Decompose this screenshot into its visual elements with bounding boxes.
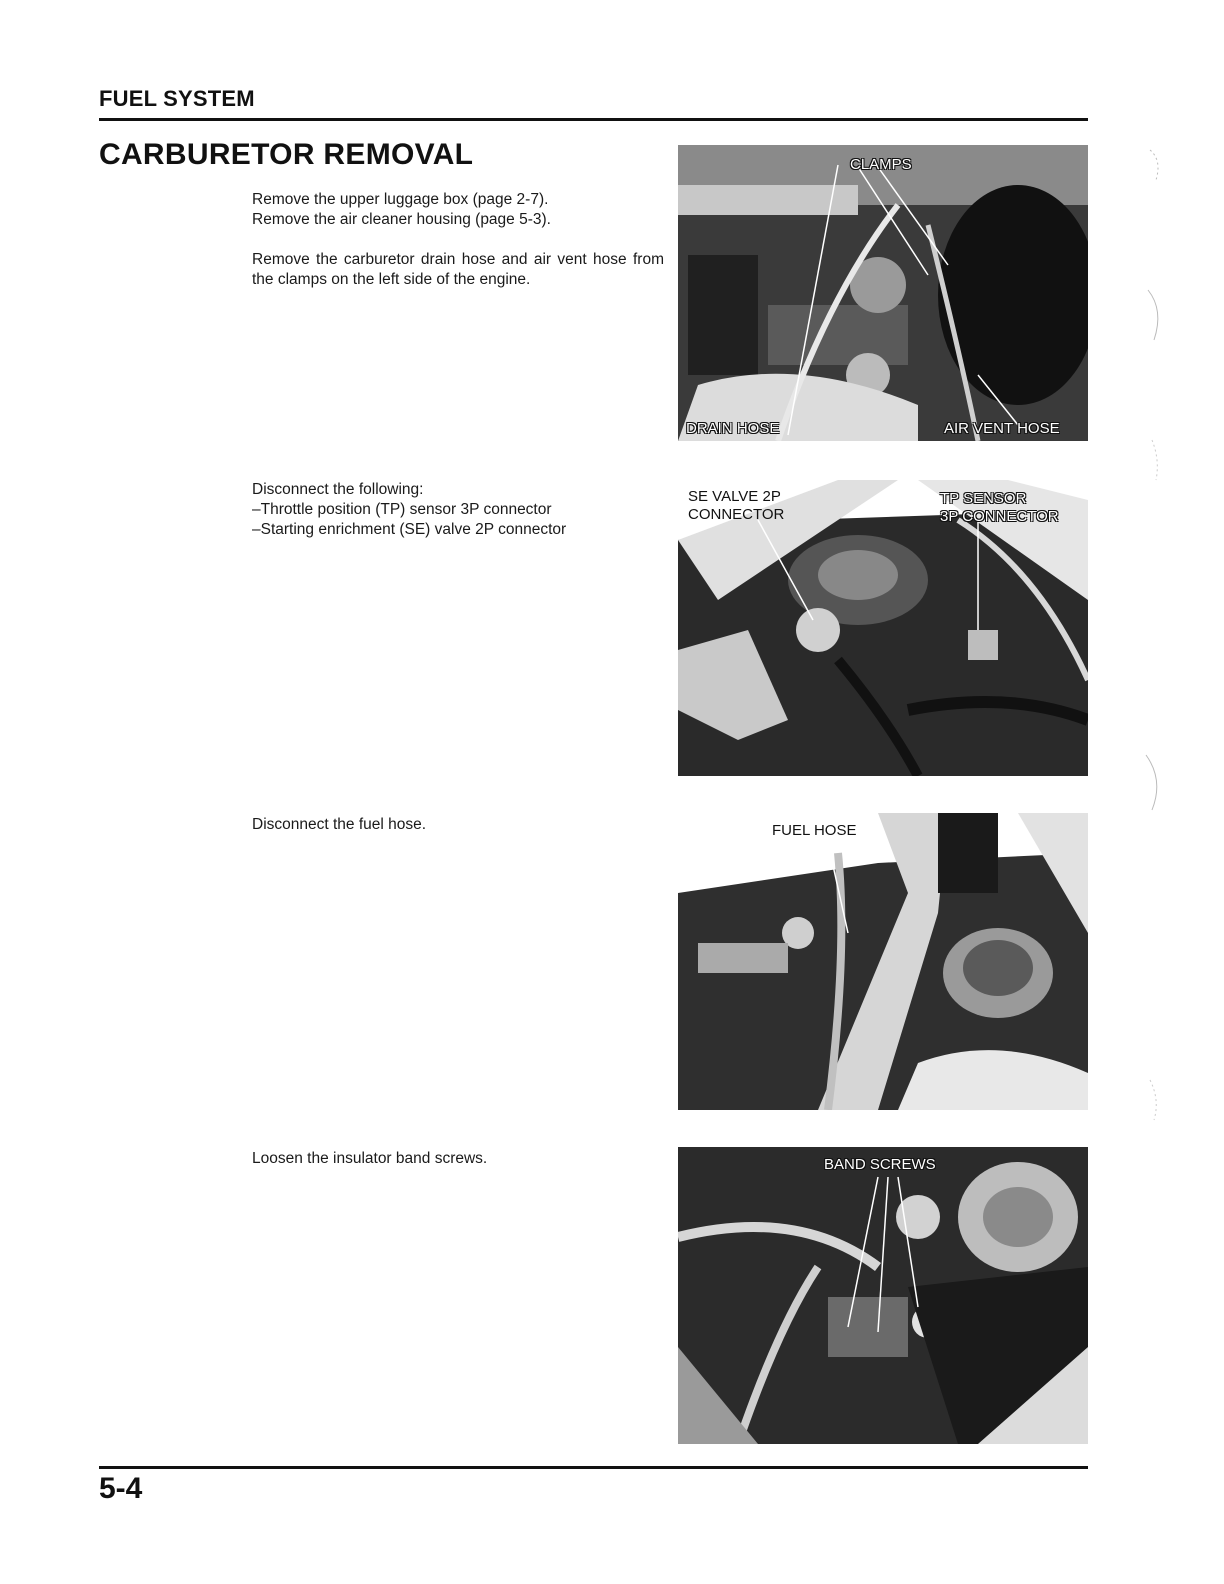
engine-photo-3 [678, 813, 1088, 1110]
photo-connectors [678, 480, 1088, 776]
step-2-line-2: –Throttle position (TP) sensor 3P connector [252, 501, 552, 518]
label-band-screws: BAND SCREWS [824, 1156, 936, 1173]
page-title: CARBURETOR REMOVAL [99, 138, 474, 171]
label-tp-sensor-line-2: 3P CONNECTOR [940, 508, 1059, 525]
step-4-text [252, 1149, 664, 1169]
engine-photo-1 [678, 145, 1088, 441]
scan-margin-marks [1130, 140, 1170, 1140]
label-drain-hose: DRAIN HOSE [686, 420, 780, 437]
label-fuel-hose: FUEL HOSE [772, 822, 857, 839]
label-se-valve-line-1: SE VALVE 2P [688, 488, 781, 505]
label-se-valve-connector [688, 488, 784, 524]
step-1-line-3: Remove the carburetor drain hose and air vent hose from the clamps on the left side of the engine. [252, 251, 664, 288]
photo-clamps [678, 145, 1088, 441]
photo-band-screws [678, 1147, 1088, 1444]
header-rule [99, 118, 1088, 121]
step-2-line-1: Disconnect the following: [252, 481, 424, 498]
footer-rule [99, 1466, 1088, 1469]
page-number: 5-4 [99, 1472, 143, 1505]
step-3-line-1: Disconnect the fuel hose. [252, 816, 427, 833]
photo-fuel-hose [678, 813, 1088, 1110]
step-1-text [252, 190, 664, 290]
step-3-text [252, 815, 664, 835]
label-se-valve-line-2: CONNECTOR [688, 506, 785, 523]
step-2-line-3: –Starting enrichment (SE) valve 2P connector [252, 521, 567, 538]
label-tp-sensor-line-1: TP SENSOR [940, 490, 1027, 507]
step-4-line-1: Loosen the insulator band screws. [252, 1150, 488, 1167]
label-air-vent-hose: AIR VENT HOSE [944, 420, 1060, 437]
label-clamps: CLAMPS [850, 156, 912, 173]
engine-photo-4 [678, 1147, 1088, 1444]
step-2-text [252, 480, 664, 540]
label-tp-sensor-connector [940, 490, 1059, 526]
step-1-line-2: Remove the air cleaner housing (page 5-3). [252, 211, 551, 228]
section-header: FUEL SYSTEM [99, 86, 255, 111]
step-1-line-1: Remove the upper luggage box (page 2-7). [252, 191, 549, 208]
